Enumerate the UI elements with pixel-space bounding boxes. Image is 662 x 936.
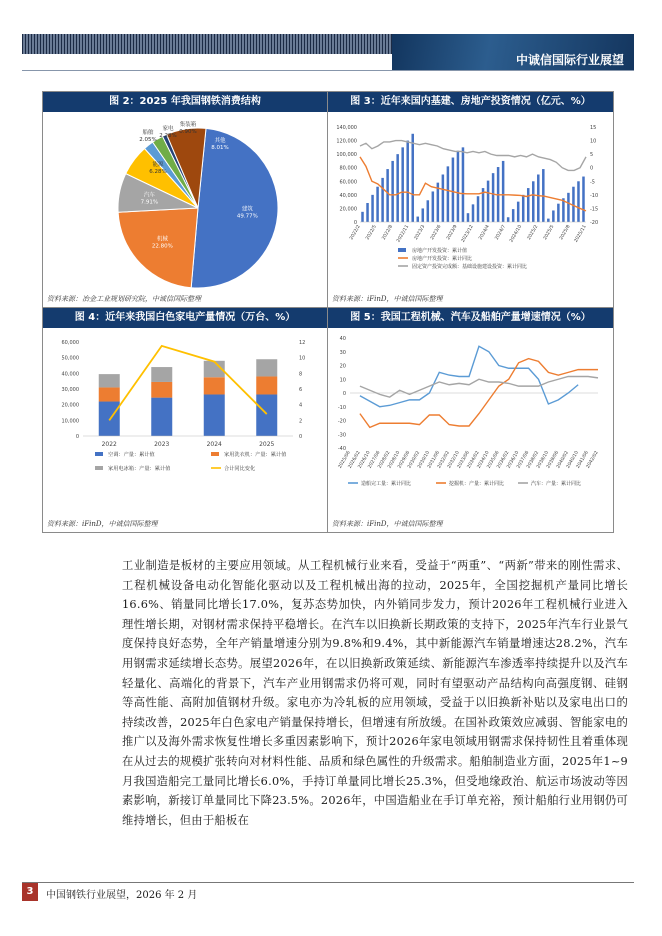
right-tick: 4	[299, 402, 303, 409]
footer-rule	[22, 882, 634, 883]
figure-3-panel	[328, 92, 613, 308]
figure-5-source: 资料来源：iFinD，中诚信国际整理	[332, 520, 443, 528]
figure-3-chart	[328, 112, 613, 292]
header-title: 中诚信国际行业展望	[515, 53, 624, 67]
legend-label: 挖掘机：产量：累计同比	[449, 481, 505, 487]
x-tick: 2034/02	[466, 450, 481, 470]
x-tick: 2023/6	[430, 224, 443, 242]
x-tick: 2039/06	[546, 450, 561, 470]
x-tick: 2024	[206, 441, 222, 448]
bar	[552, 210, 555, 222]
bar	[582, 177, 585, 222]
page-number: 3	[22, 883, 38, 901]
pie-slice	[191, 128, 278, 288]
bar	[452, 158, 455, 222]
bar	[477, 196, 480, 222]
pie-label: 船舶	[142, 130, 154, 136]
bar	[376, 187, 379, 222]
y-tick: -10	[337, 404, 346, 411]
y-tick: 30	[339, 349, 346, 356]
bar	[432, 191, 435, 222]
x-tick: 2025/11	[573, 224, 588, 244]
bar	[417, 217, 420, 222]
pie-label: 能源	[152, 162, 164, 168]
y-tick: 20	[339, 363, 346, 370]
legend-label: 房地产开发投资：累计值	[412, 248, 468, 254]
figure-5-chart	[328, 328, 613, 513]
figure-4-title: 图 4：近年来我国白色家电产量情况（万台、%）	[43, 308, 327, 328]
bar	[204, 377, 225, 394]
right-tick: 2	[299, 418, 303, 425]
bar	[567, 193, 570, 222]
x-tick: 2034/10	[476, 450, 491, 470]
legend-label: 空调：产量：累计值	[108, 452, 155, 458]
bar	[447, 166, 450, 222]
x-tick: 2025/06	[337, 450, 352, 470]
bar	[151, 382, 172, 398]
x-tick: 2022/11	[396, 224, 411, 244]
x-tick: 2028/02	[377, 450, 392, 470]
x-tick: 2024/7	[494, 224, 508, 242]
x-tick: 2027/06	[367, 450, 382, 470]
bar	[366, 203, 369, 222]
figure-2-panel	[43, 92, 328, 308]
legend-swatch	[211, 452, 219, 456]
left-tick: 30,000	[61, 387, 79, 393]
pie-percent: 7.91%	[140, 199, 159, 206]
left-tick: 20,000	[61, 402, 79, 409]
x-tick: 2025/8	[559, 224, 572, 242]
pie-percent: 22.80%	[151, 243, 173, 250]
bar	[507, 217, 510, 222]
bar	[492, 173, 495, 222]
pie-percent: 49.77%	[236, 213, 258, 220]
x-tick: 2023/3	[413, 224, 427, 242]
left-tick: 0	[75, 434, 79, 440]
x-tick: 2037/06	[516, 450, 531, 470]
x-tick: 2026/02	[347, 450, 362, 470]
x-tick: 2025	[259, 441, 275, 448]
bar	[422, 208, 425, 222]
figure-2-title: 图 2：2025 年我国钢铁消费结构	[43, 92, 327, 112]
left-tick: 20,000	[339, 206, 357, 213]
bar	[256, 376, 277, 394]
x-tick: 2023	[154, 441, 170, 448]
x-tick: 2030/02	[407, 450, 422, 470]
bar	[547, 219, 550, 222]
left-tick: 140,000	[336, 125, 357, 131]
right-tick: 0	[590, 165, 594, 172]
figure-2-source: 资料来源：冶金工业规划研究院，中诚信国际整理	[47, 295, 201, 303]
x-tick: 2036/02	[496, 450, 511, 470]
x-tick: 2022/8	[381, 224, 395, 242]
x-tick: 2024/10	[509, 224, 524, 244]
legend-swatch	[95, 452, 103, 456]
x-tick: 2023/9	[446, 224, 459, 242]
pie-label: 建筑	[241, 206, 253, 213]
legend-label: 家用洗衣机：产量：累计值	[224, 452, 287, 458]
x-tick: 2024/4	[478, 224, 491, 242]
legend-label: 造船完工量：累计同比	[361, 481, 412, 487]
y-tick: -20	[337, 418, 346, 425]
bar	[462, 147, 465, 222]
left-tick: 100,000	[336, 152, 357, 159]
bar	[401, 147, 404, 222]
legend-label: 合计同比变化	[224, 466, 256, 472]
right-tick: 6	[299, 387, 303, 393]
bar	[99, 374, 120, 387]
right-tick: -15	[590, 206, 599, 213]
bar	[467, 213, 470, 222]
bar	[99, 387, 120, 401]
x-tick: 2038/02	[526, 450, 541, 470]
x-tick: 2022/2	[349, 224, 362, 242]
series-line	[360, 346, 578, 407]
bar	[391, 161, 394, 222]
right-tick: 0	[299, 434, 303, 440]
x-tick: 2038/10	[536, 450, 551, 470]
x-tick: 2029/06	[397, 450, 412, 470]
figure-3-source: 资料来源：iFinD，中诚信国际整理	[332, 295, 443, 303]
bar	[256, 394, 277, 436]
right-tick: -5	[590, 179, 595, 186]
x-tick: 2035/06	[486, 450, 501, 470]
right-tick: 10	[590, 138, 597, 145]
pie-percent: 2.05%	[139, 137, 157, 143]
pie-percent: 2.28%	[159, 133, 177, 139]
bar	[577, 181, 580, 222]
bar	[532, 181, 535, 222]
bar	[371, 195, 374, 222]
x-tick: 2023/12	[460, 224, 475, 244]
x-tick: 2026/10	[357, 450, 372, 470]
x-tick: 2025/5	[543, 224, 556, 242]
legend-swatch	[398, 248, 406, 252]
bar	[99, 402, 120, 436]
left-tick: 40,000	[339, 192, 357, 199]
bar	[396, 154, 399, 222]
left-tick: 80,000	[339, 165, 357, 172]
bar	[557, 204, 560, 222]
legend-swatch	[95, 466, 103, 470]
right-tick: 8	[299, 371, 303, 378]
bar	[406, 141, 409, 222]
x-tick: 2040/02	[556, 450, 570, 470]
left-tick: 0	[353, 220, 357, 226]
bar	[411, 134, 414, 222]
bar	[522, 195, 525, 222]
left-tick: 50,000	[61, 355, 79, 362]
legend-label: 固定资产投资完成额：基础设施建设投资：累计同比	[412, 264, 528, 270]
bar	[512, 209, 515, 222]
figure-4-panel	[43, 308, 328, 532]
x-tick: 2031/06	[427, 450, 442, 470]
bar	[472, 204, 475, 222]
right-tick: 10	[299, 355, 306, 362]
legend-label: 房地产开发投资：累计同比	[412, 256, 473, 262]
bar	[381, 178, 384, 222]
legend-label: 家用电冰箱：产量：累计值	[108, 466, 171, 472]
pie-label: 家电	[162, 126, 174, 132]
x-tick: 2042/02	[585, 450, 600, 470]
y-tick: -30	[337, 432, 346, 439]
figure-4-chart	[43, 328, 327, 513]
x-tick: 2041/06	[575, 450, 590, 470]
bar	[442, 175, 445, 223]
right-tick: -20	[590, 220, 599, 226]
series-line	[109, 346, 267, 420]
bar	[256, 359, 277, 376]
left-tick: 120,000	[336, 138, 357, 145]
bar	[527, 188, 530, 222]
right-tick: 5	[590, 152, 594, 159]
series-line	[360, 377, 598, 398]
x-tick: 2028/10	[387, 450, 402, 470]
pie-label: 其他	[214, 138, 226, 144]
bar	[487, 181, 490, 222]
x-tick: 2032/02	[437, 450, 451, 470]
body-paragraph: 工业制造是板材的主要应用领域。从工程机械行业来看，受益于“两重”、“两新”带来的刚性需求、工程机械设备电动化智能化驱动以及工程机械出海的拉动，2025年，全国挖掘机产量同比增长16.6%、销量同比增长17.0%，复苏态势加快，内外销同步发力，预计2026年工程机械行业进入理性增长期，对钢材需求保持平稳增长。在汽车以旧换新长期政策的支持下，2025年汽车行业景气度保持良好态势，全年产销量增速分别为9.8%和9.4%，其中新能源汽车销量增速达28.2%，汽车用钢需求延续增长态势。展望2026年，在以旧换新政策延续、新能源汽车渗透率持续提升以及汽车轻量化、高端化的背景下，汽车产业用钢需求仍将可观，同时有望驱动产品结构向高强度钢、硅钢等高性能、高附加值钢材升级。家电亦为冷轧板的应用领域，受益于以旧换新补贴以及家电出口的持续改善，2025年白色家电产销量保持增长，但增速有所放缓。在国补政策效应减弱、智能家电的推广以及海外需求恢复性增长多重因素影响下，预计2026年家电领域用钢需求保持韧性且着重体现在从过去的规模扩张转向对材料性能、品质和绿色属性的升级需求。船舶制造业方面，2025年1~9月我国造船完工量同比增长6.0%，手持订单量同比增长25.3%，但受地缘政治、航运市场波动等因素影响，新接订单量同比下降23.5%。2026年，中国造船业在手订单充裕，预计船舶行业用钢仍可维持增长，但由于船板在	[122, 559, 628, 827]
bar	[204, 394, 225, 436]
x-tick: 2032/10	[446, 450, 461, 470]
bar	[502, 161, 505, 222]
bar	[457, 151, 460, 222]
figure-4-source: 资料来源：iFinD，中诚信国际整理	[47, 520, 158, 528]
y-tick: 0	[342, 391, 346, 397]
figure-2-pie-chart	[43, 112, 327, 292]
left-tick: 40,000	[61, 371, 79, 378]
figure-5-title: 图 5：我国工程机械、汽车及船舶产量增速情况（%）	[328, 308, 613, 328]
pie-percent: 6.28%	[149, 169, 167, 175]
x-tick: 2022/5	[365, 224, 378, 242]
pie-label: 机械	[156, 236, 168, 243]
bar	[361, 212, 364, 222]
x-tick: 2022	[101, 441, 117, 448]
figure-grid	[42, 91, 614, 533]
figure-3-title: 图 3：近年来国内基建、房地产投资情况（亿元、%）	[328, 92, 613, 112]
pie-percent: 0.90%	[179, 129, 197, 135]
left-tick: 60,000	[61, 340, 79, 346]
header-rule	[22, 70, 634, 71]
bar	[537, 175, 540, 223]
x-tick: 2036/10	[506, 450, 521, 470]
x-tick: 2040/10	[566, 450, 580, 470]
bar	[427, 200, 430, 222]
legend-label: 汽车：产量：累计同比	[531, 481, 582, 487]
left-tick: 10,000	[61, 418, 79, 425]
y-tick: 10	[339, 377, 346, 384]
pie-label: 汽车	[143, 192, 155, 199]
bar	[386, 169, 389, 222]
y-tick: -40	[337, 446, 346, 452]
pie-percent: 8.01%	[211, 145, 229, 151]
x-tick: 2030/10	[417, 450, 432, 470]
figure-5-panel	[328, 308, 613, 532]
bar	[151, 398, 172, 436]
x-tick: 2025/2	[526, 224, 540, 242]
x-tick: 2033/06	[456, 450, 471, 470]
right-tick: 15	[590, 125, 597, 131]
right-tick: -10	[590, 192, 599, 199]
y-tick: 40	[339, 336, 346, 342]
left-tick: 60,000	[339, 179, 357, 186]
bar	[151, 367, 172, 382]
right-tick: 12	[299, 340, 306, 346]
pie-label: 集装箱	[179, 122, 197, 128]
footer-text: 中国钢铁行业展望，2026 年 2 月	[46, 890, 198, 901]
bar	[517, 202, 520, 222]
